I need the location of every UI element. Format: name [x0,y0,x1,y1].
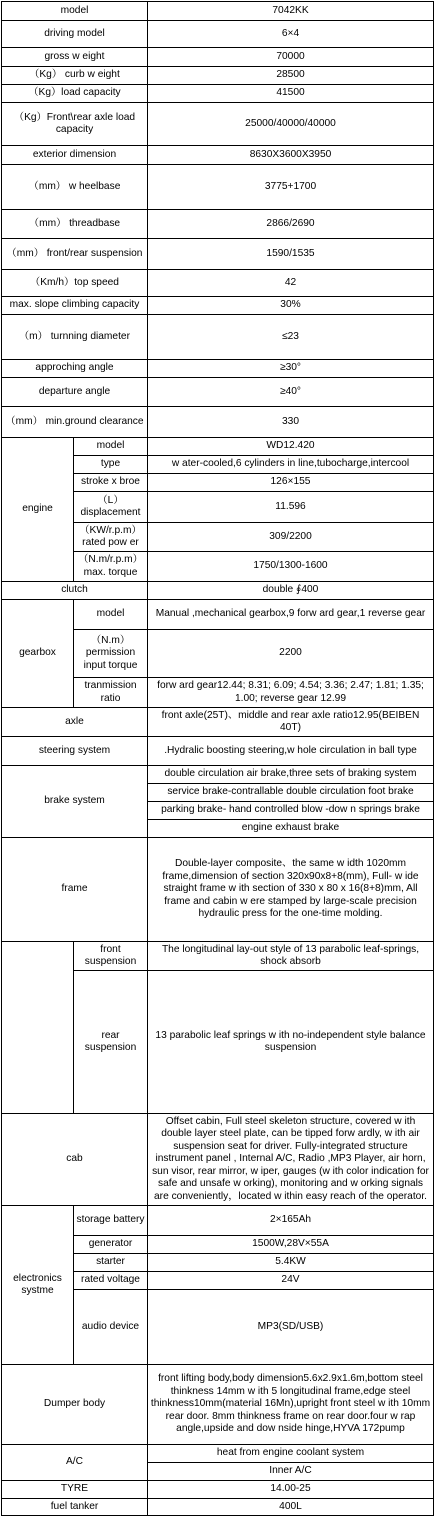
row-label: max. slope climbing capacity [2,297,148,315]
row-value: .Hydralic boosting steering,w hole circulation in ball type [148,737,434,766]
sub-label: （L） displacement [74,492,148,523]
brake-value: parking brake- hand controlled blow -dow n springs brake [148,802,434,820]
row-value: 30% [148,297,434,315]
sub-value: 2200 [148,630,434,678]
row-label: （mm） threadbase [2,210,148,239]
sub-value: 13 parabolic leaf springs w ith no-independent style balance suspension [148,971,434,1114]
row-label: （Km/h）top speed [2,270,148,297]
row-label: （Kg）load capacity [2,85,148,103]
sub-value: 5.4KW [148,1254,434,1272]
sub-label: （N.m/r.p.m） max. torque [74,552,148,582]
row-label: TYRE [2,1481,148,1499]
sub-value: 2×165Ah [148,1206,434,1236]
row-label: （mm） min.ground clearance [2,407,148,438]
row-value: double ∮400 [148,582,434,600]
row-value: 8630X3600X3950 [148,146,434,165]
ac-value: Inner A/C [148,1463,434,1481]
row-label: model [2,2,148,21]
row-value: Double-layer composite、the same w idth 1020mm frame,dimension of section 320x90x8+8(mm), Full- w ide straight frame w ith section of 330 x 80 x 16(8+8)mm, All frame and cabin w ere stamped by large-scale precision hydraulic press for the one-time molding. [148,838,434,942]
group-label-brake: brake system [2,766,148,838]
sub-label: generator [74,1236,148,1254]
row-label: （Kg） curb w eight [2,67,148,85]
row-label: fuel tanker [2,1499,148,1516]
row-label: steering system [2,737,148,766]
row-value: 6×4 [148,21,434,48]
row-value: 7042KK [148,2,434,21]
row-value: ≥30° [148,360,434,378]
sub-value: 309/2200 [148,523,434,552]
sub-label: rear suspension [74,971,148,1114]
row-label: （m） turnning diameter [2,315,148,360]
row-value: 41500 [148,85,434,103]
row-value: ≥40° [148,378,434,407]
row-label: （Kg）Front\rear axle load capacity [2,103,148,146]
row-label: departure angle [2,378,148,407]
row-value: 70000 [148,48,434,67]
row-value: 2866/2690 [148,210,434,239]
sub-label: model [74,438,148,456]
row-label: frame [2,838,148,942]
sub-label: audio device [74,1290,148,1365]
sub-value: Manual ,mechanical gearbox,9 forw ard gear,1 reverse gear [148,600,434,630]
sub-value: 1500W,28V×55A [148,1236,434,1254]
row-value: 3775+1700 [148,165,434,210]
sub-value: The longitudinal lay-out style of 13 parabolic leaf-springs, shock absorb [148,942,434,971]
brake-value: double circulation air brake,three sets of braking system [148,766,434,784]
sub-label: rated voltage [74,1272,148,1290]
row-label: axle [2,708,148,737]
sub-label: type [74,456,148,474]
sub-value: 1750/1300-1600 [148,552,434,582]
row-value: Offset cabin, Full steel skeleton structure, covered w ith double layer steel plate, can be tipped forw ardly, w ith air suspension seat for driver. Fully-integrated structure instrument panel , Internal A/C, Radio ,MP3 Player, air horn, sun visor, rear mirror, w iper, gauges (w ith color indication for safe and unsafe w orking), monitoring and w orking signals are conveniently，located w ithin easy reach of the operator. [148,1114,434,1206]
sub-label: storage battery [74,1206,148,1236]
sub-label: model [74,600,148,630]
row-value: front lifting body,body dimension5.6x2.9x1.6m,bottom steel thinkness 14mm w ith 5 longitudinal frame,edge steel thinkness10mm(material 16Mn),upright front steel w ith 10mm rear door. 8mm thinkness frame on rear door.four w rap angle,upside and dow nside hinge,HYVA 172pump [148,1365,434,1445]
row-value: 42 [148,270,434,297]
sub-value: 126×155 [148,474,434,492]
sub-label: （N.m） permission input torque [74,630,148,678]
sub-value: forw ard gear12.44; 8.31; 6.09; 4.54; 3.36; 2.47; 1.81; 1.35; 1.00; reverse gear 12.99 [148,678,434,708]
spec-table [1,1,434,1516]
group-label-ac: A/C [2,1445,148,1481]
row-value: 1590/1535 [148,239,434,270]
row-label: （mm） front/rear suspension [2,239,148,270]
sub-value: 11.596 [148,492,434,523]
ac-value: heat from engine coolant system [148,1445,434,1463]
row-label: cab [2,1114,148,1206]
row-label: approching angle [2,360,148,378]
group-label-gearbox: gearbox [2,600,74,708]
row-label: clutch [2,582,148,600]
row-label: gross w eight [2,48,148,67]
row-value: ≤23 [148,315,434,360]
group-label-suspension [2,942,74,1114]
row-value: 25000/40000/40000 [148,103,434,146]
row-label: （mm） w heelbase [2,165,148,210]
row-value: 400L [148,1499,434,1516]
sub-label: （KW/r.p.m） rated pow er [74,523,148,552]
row-value: 330 [148,407,434,438]
group-label-engine: engine [2,438,74,582]
sub-value: MP3(SD/USB) [148,1290,434,1365]
sub-value: 24V [148,1272,434,1290]
group-label-electronics: electronics systme [2,1206,74,1365]
brake-value: service brake-contrallable double circulation foot brake [148,784,434,802]
sub-label: starter [74,1254,148,1272]
row-value: 28500 [148,67,434,85]
sub-label: tranmission ratio [74,678,148,708]
row-label: exterior dimension [2,146,148,165]
row-value: front axle(25T)、middle and rear axle ratio12.95(BEIBEN 40T) [148,708,434,737]
sub-label: front suspension [74,942,148,971]
sub-value: WD12.420 [148,438,434,456]
row-label: Dumper body [2,1365,148,1445]
brake-value: engine exhaust brake [148,820,434,838]
sub-value: w ater-cooled,6 cylinders in line,tubocharge,intercool [148,456,434,474]
sub-label: stroke x broe [74,474,148,492]
row-value: 14.00-25 [148,1481,434,1499]
row-label: driving model [2,21,148,48]
